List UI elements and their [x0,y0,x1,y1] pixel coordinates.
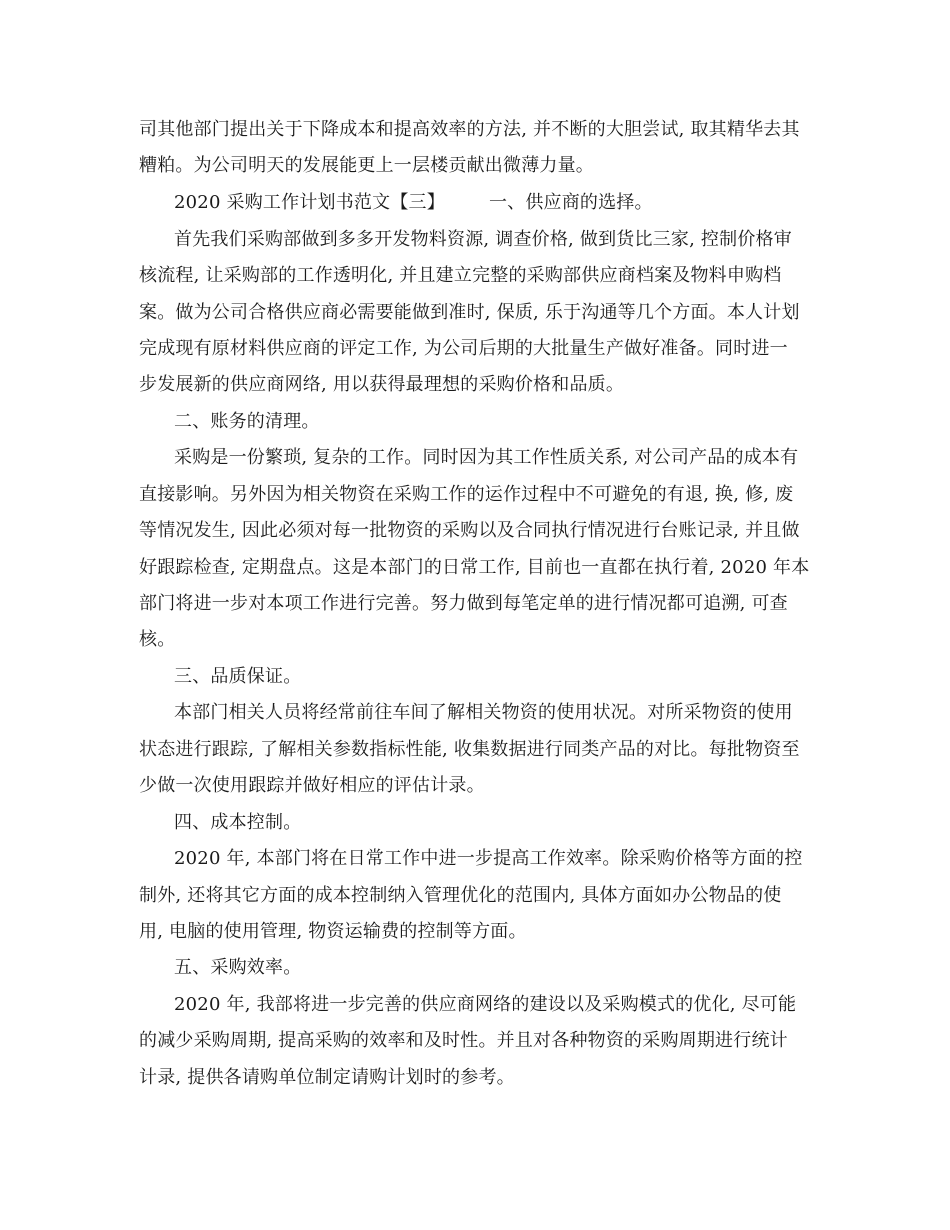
text-line: 少做一次使用跟踪并做好相应的评估计录。 [139,775,485,796]
paragraph-line: 本部门相关人员将经常前往车间了解相关物资的使用状况。对所采物资的使用 [174,702,793,723]
text-line: 核流程, 让采购部的工作透明化, 并且建立完整的采购部供应商档案及物料申购档 [139,265,782,286]
text-line: 完成现有原材料供应商的评定工作, 为公司后期的大批量生产做好准备。同时进一 [139,338,788,359]
paragraph-line: 首先我们采购部做到多多开发物料资源, 调查价格, 做到货比三家, 控制价格审 [174,229,792,250]
text-line: 直接影响。另外因为相关物资在采购工作的运作过程中不可避免的有退, 换, 修, 废 [139,484,794,505]
text-line: 案。做为公司合格供应商必需要能做到准时, 保质, 乐于沟通等几个方面。本人计划 [139,302,800,323]
subheading: 三、品质保证。 [174,666,302,687]
subheading: 四、成本控制。 [174,812,302,833]
text-line: 的减少采购周期, 提高采购的效率和及时性。并且对各种物资的采购周期进行统计 [139,1030,788,1051]
section-heading: 2020 采购工作计划书范文【三】 [174,192,445,213]
paragraph-line: 2020 年, 本部门将在日常工作中进一步提高工作效率。除采购价格等方面的控 [174,848,803,869]
text-line: 好跟踪检查, 定期盘点。这是本部门的日常工作, 目前也一直都在执行着, 2020 年本 [139,557,810,578]
section-heading-line [174,190,854,216]
text-line: 部门将进一步对本项工作进行完善。努力做到每笔定单的进行情况都可追溯, 可查 [139,593,788,614]
text-line: 糟粕。为公司明天的发展能更上一层楼贡献出微薄力量。 [139,155,594,176]
paragraph-line: 采购是一份繁琐, 复杂的工作。同时因为其工作性质关系, 对公司产品的成本有 [174,447,799,468]
subheading: 五、采购效率。 [174,957,302,978]
paragraph-line: 2020 年, 我部将进一步完善的供应商网络的建设以及采购模式的优化, 尽可能 [174,994,797,1015]
text-line: 计录, 提供各请购单位制定请购计划时的参考。 [139,1067,515,1088]
text-line: 核。 [139,629,176,650]
text-line: 等情况发生, 因此必须对每一批物资的采购以及合同执行情况进行台账记录, 并且做 [139,520,800,541]
text-line: 步发展新的供应商网络, 用以获得最理想的采购价格和品质。 [139,374,625,395]
subheading: 一、供应商的选择。 [488,192,653,213]
subheading: 二、账务的清理。 [174,411,320,432]
text-line: 司其他部门提出关于下降成本和提高效率的方法, 并不断的大胆尝试, 取其精华去其 [139,119,800,140]
text-line: 用, 电脑的使用管理, 物资运输费的控制等方面。 [139,921,527,942]
text-line: 状态进行跟踪, 了解相关参数指标性能, 收集数据进行同类产品的对比。每批物资至 [139,739,800,760]
text-line: 制外, 还将其它方面的成本控制纳入管理优化的范围内, 具体方面如办公物品的使 [139,885,782,906]
